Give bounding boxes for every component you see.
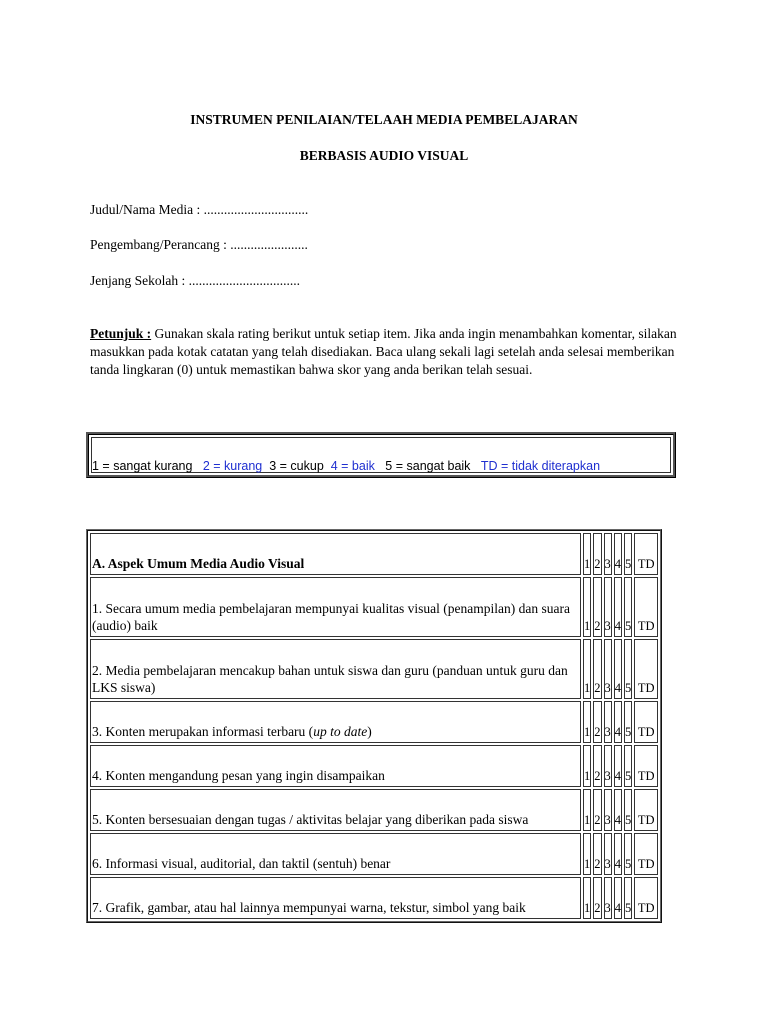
instructions-text: Gunakan skala rating berikut untuk setiap item. Jika anda ingin menambahkan komentar, silakan masukkan pada kotak catatan yang telah disediakan. Baca ulang sekali lagi setelah anda selesai memberikan tanda lingkaran (0) untuk memastikan bahwa skor yang anda berikan telah sesuai. — [90, 326, 677, 377]
score-option-1[interactable]: 1 — [583, 701, 591, 743]
rating-scale-box — [86, 432, 676, 478]
score-option-4[interactable]: 4 — [614, 639, 622, 699]
score-option-4[interactable]: 4 — [614, 745, 622, 787]
item-text-end: ) — [367, 724, 372, 739]
score-option-td[interactable]: TD — [634, 577, 658, 637]
score-option-td[interactable]: TD — [634, 745, 658, 787]
score-option-4[interactable]: 4 — [614, 833, 622, 875]
item-statement — [90, 833, 581, 875]
score-option-4[interactable]: 4 — [614, 577, 622, 637]
score-option-3[interactable]: 3 — [604, 877, 612, 919]
score-option-td[interactable]: TD — [634, 639, 658, 699]
item-statement — [90, 789, 581, 831]
table-row — [90, 833, 658, 875]
header-col-td: TD — [634, 533, 658, 575]
score-option-1[interactable]: 1 — [583, 577, 591, 637]
score-option-5[interactable]: 5 — [624, 833, 632, 875]
score-option-2[interactable]: 2 — [593, 789, 601, 831]
instructions-paragraph — [90, 325, 680, 379]
score-option-1[interactable]: 1 — [583, 639, 591, 699]
header-col-5: 5 — [624, 533, 632, 575]
table-row — [90, 577, 658, 637]
table-header-aspect: A. Aspek Umum Media Audio Visual — [90, 533, 581, 575]
score-option-3[interactable]: 3 — [604, 639, 612, 699]
item-text: 2. Media pembelajaran mencakup bahan untuk siswa dan guru (panduan untuk guru dan LKS siswa) — [92, 663, 568, 695]
scale-3: 3 = cukup — [269, 459, 324, 473]
score-option-2[interactable]: 2 — [593, 877, 601, 919]
item-text: 4. Konten mengandung pesan yang ingin disampaikan — [92, 768, 385, 783]
score-option-td[interactable]: TD — [634, 833, 658, 875]
score-option-2[interactable]: 2 — [593, 701, 601, 743]
score-option-5[interactable]: 5 — [624, 877, 632, 919]
scale-1: 1 = sangat kurang — [92, 459, 193, 473]
score-option-1[interactable]: 1 — [583, 833, 591, 875]
score-option-1[interactable]: 1 — [583, 877, 591, 919]
score-option-1[interactable]: 1 — [583, 745, 591, 787]
header-col-3: 3 — [604, 533, 612, 575]
field-pengembang: Pengembang/Perancang : ....................... — [90, 237, 308, 252]
score-option-3[interactable]: 3 — [604, 745, 612, 787]
document-title: INSTRUMEN PENILAIAN/TELAAH MEDIA PEMBELAJARAN — [190, 112, 578, 127]
score-option-5[interactable]: 5 — [624, 745, 632, 787]
score-option-3[interactable]: 3 — [604, 833, 612, 875]
item-text: 7. Grafik, gambar, atau hal lainnya mempunyai warna, tekstur, simbol yang baik — [92, 900, 526, 915]
item-statement — [90, 877, 581, 919]
scale-2: 2 = kurang — [202, 459, 263, 473]
item-statement — [90, 639, 581, 699]
score-option-td[interactable]: TD — [634, 789, 658, 831]
item-text: 6. Informasi visual, auditorial, dan taktil (sentuh) benar — [92, 856, 391, 871]
score-option-5[interactable]: 5 — [624, 701, 632, 743]
item-text: 1. Secara umum media pembelajaran mempunyai kualitas visual (penampilan) dan suara (audio) baik — [92, 601, 570, 633]
score-option-2[interactable]: 2 — [593, 577, 601, 637]
table-row — [90, 745, 658, 787]
score-option-td[interactable]: TD — [634, 877, 658, 919]
rating-table — [86, 529, 662, 923]
table-row — [90, 701, 658, 743]
table-row — [90, 789, 658, 831]
score-option-4[interactable]: 4 — [614, 877, 622, 919]
score-option-4[interactable]: 4 — [614, 701, 622, 743]
scale-4: 4 = baik — [330, 459, 375, 473]
score-option-2[interactable]: 2 — [593, 745, 601, 787]
table-row — [90, 877, 658, 919]
score-option-3[interactable]: 3 — [604, 701, 612, 743]
score-option-2[interactable]: 2 — [593, 639, 601, 699]
instructions-label: Petunjuk : — [90, 326, 152, 341]
item-text-italic: up to date — [313, 724, 368, 739]
score-option-3[interactable]: 3 — [604, 789, 612, 831]
field-judul-media: Judul/Nama Media : ............................... — [90, 202, 309, 217]
score-option-5[interactable]: 5 — [624, 789, 632, 831]
item-statement — [90, 577, 581, 637]
score-option-5[interactable]: 5 — [624, 577, 632, 637]
score-option-2[interactable]: 2 — [593, 833, 601, 875]
table-header-row — [90, 533, 658, 575]
score-option-td[interactable]: TD — [634, 701, 658, 743]
table-row — [90, 639, 658, 699]
field-jenjang-sekolah: Jenjang Sekolah : ................................. — [90, 273, 300, 288]
score-option-5[interactable]: 5 — [624, 639, 632, 699]
header-col-1: 1 — [583, 533, 591, 575]
item-text: 5. Konten bersesuaian dengan tugas / aktivitas belajar yang diberikan pada siswa — [92, 812, 529, 827]
item-text: 3. Konten merupakan informasi terbaru ( — [92, 724, 314, 739]
score-option-1[interactable]: 1 — [583, 789, 591, 831]
scale-td: TD = tidak diterapkan — [480, 459, 601, 473]
score-option-4[interactable]: 4 — [614, 789, 622, 831]
header-col-4: 4 — [614, 533, 622, 575]
scale-5: 5 = sangat baik — [385, 459, 471, 473]
header-col-2: 2 — [593, 533, 601, 575]
rating-scale-legend — [92, 459, 600, 473]
score-option-3[interactable]: 3 — [604, 577, 612, 637]
item-statement — [90, 745, 581, 787]
document-subtitle: BERBASIS AUDIO VISUAL — [299, 148, 469, 163]
item-statement — [90, 701, 581, 743]
